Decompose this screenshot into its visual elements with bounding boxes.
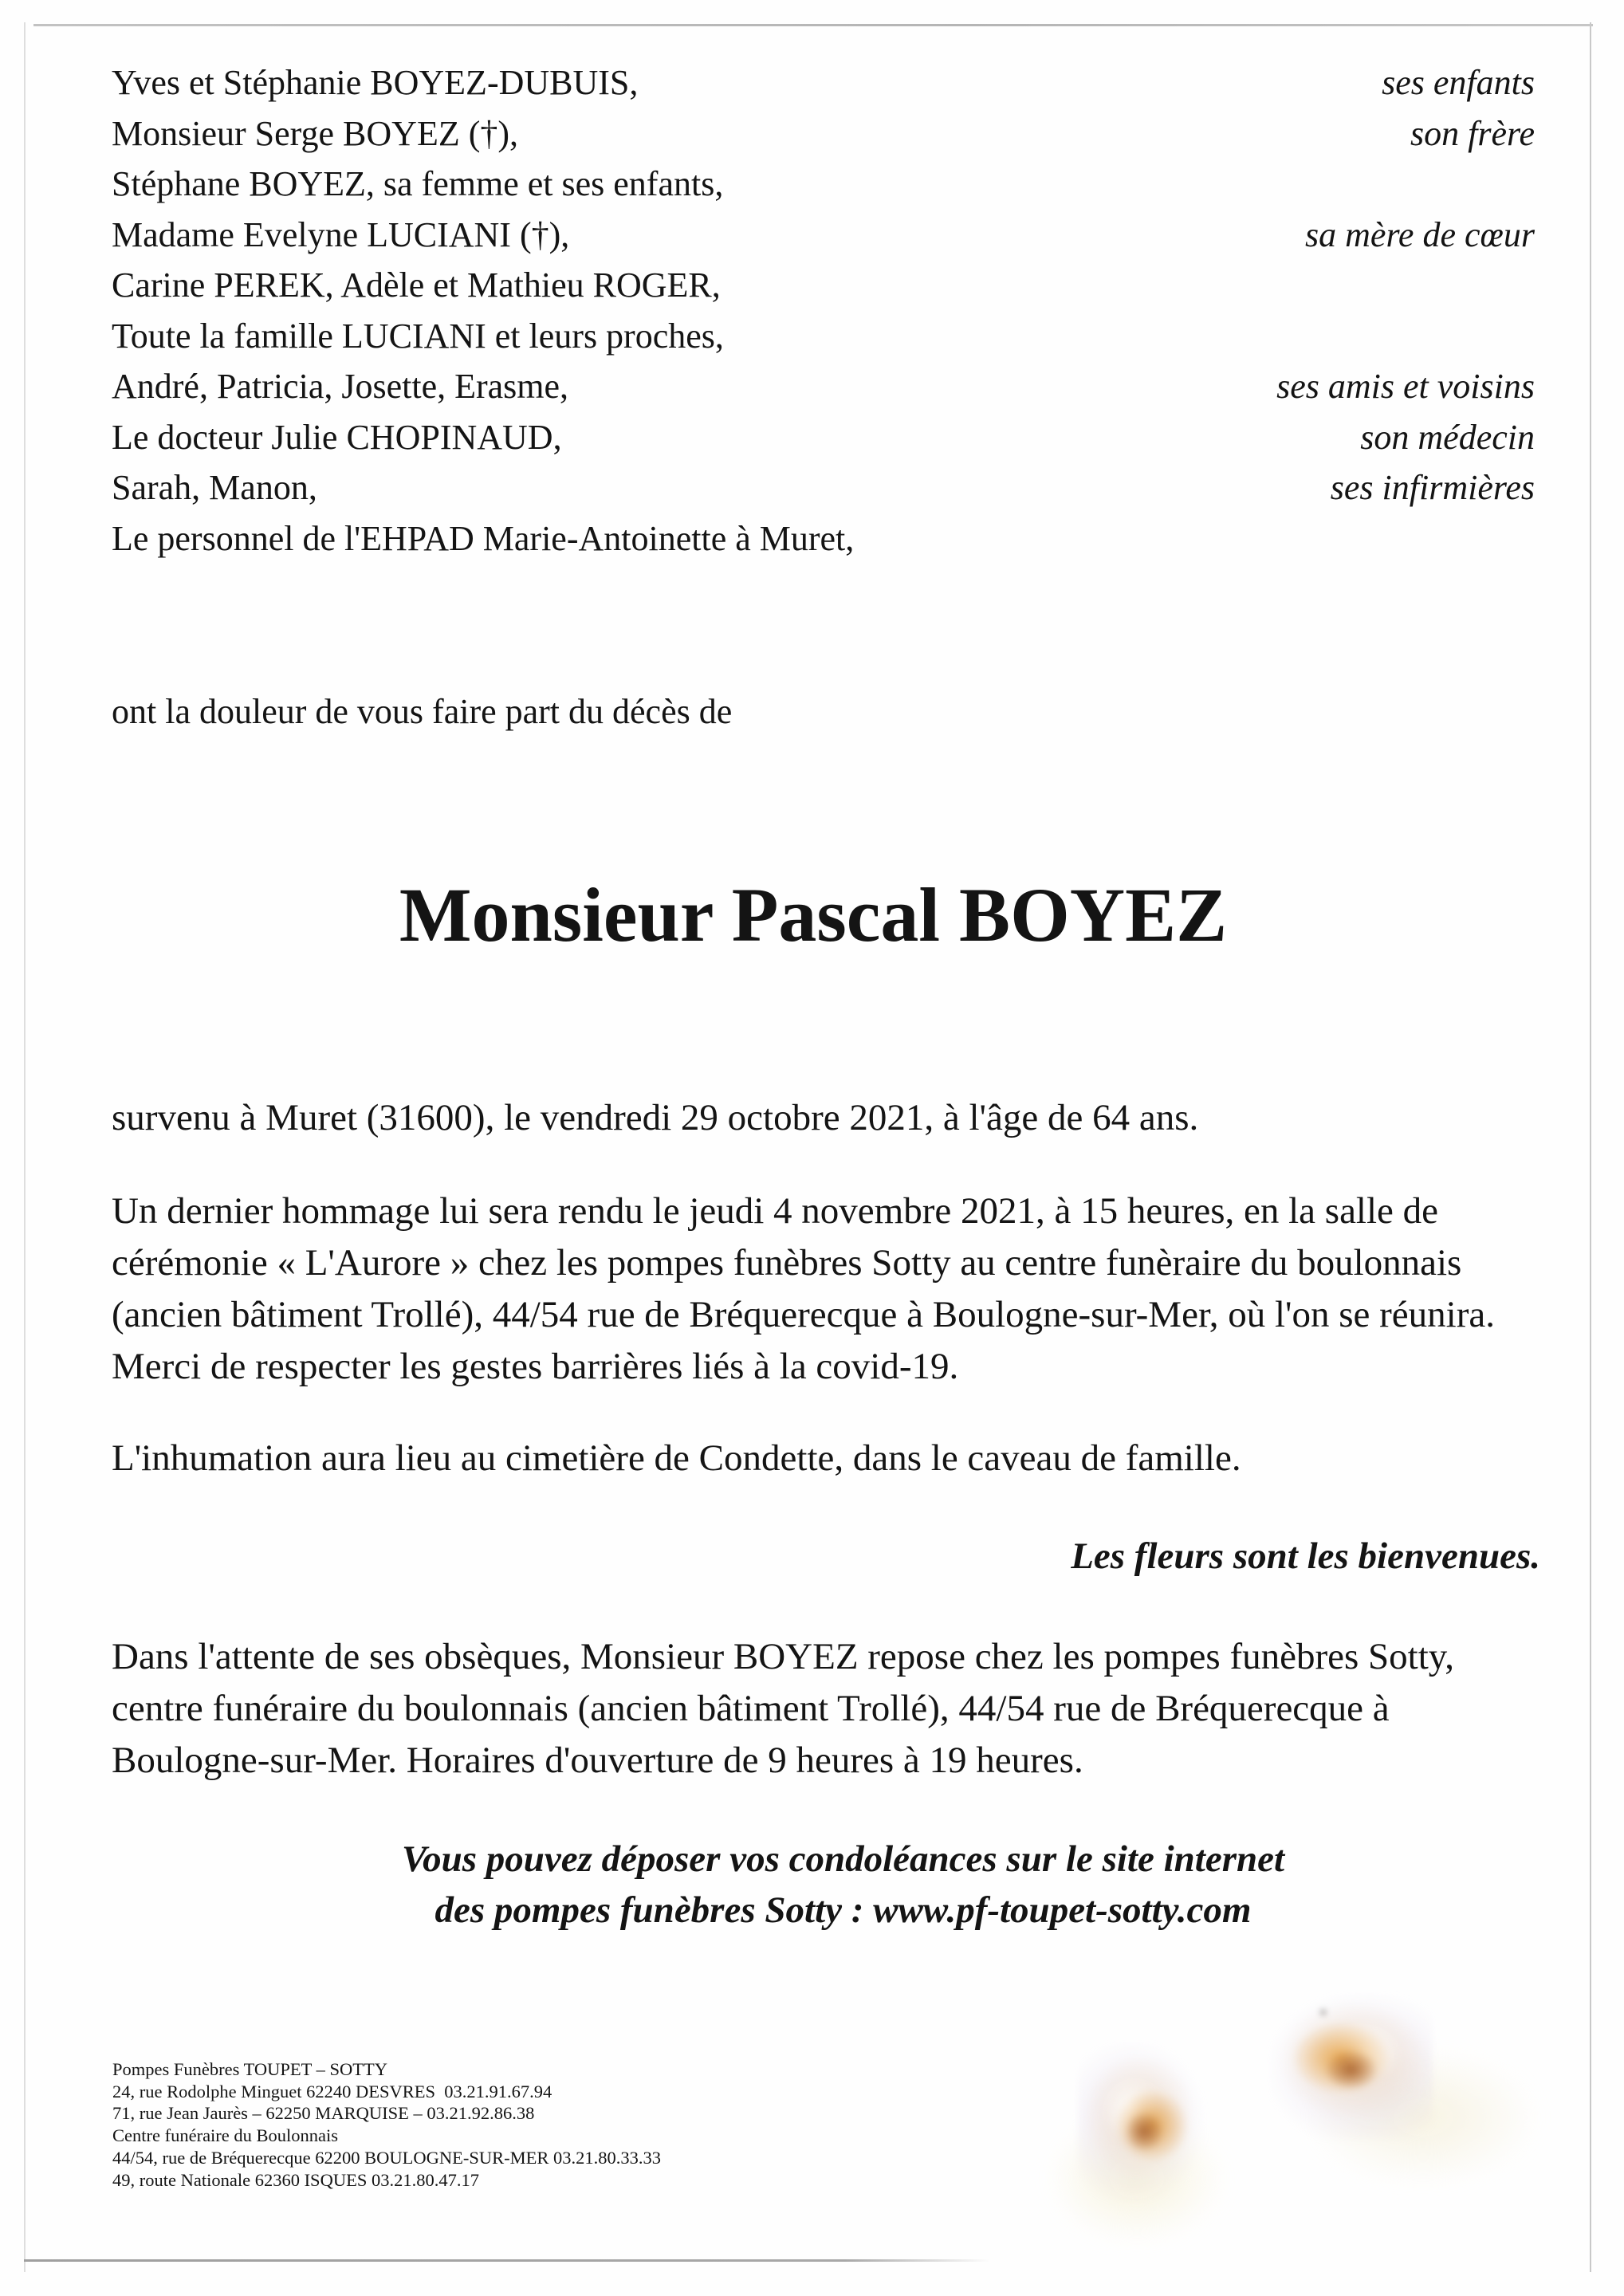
- orchid-photo-right: [1269, 1993, 1433, 2141]
- repose-paragraph-line: centre funéraire du boulonnais (ancien bâtiment Trollé), 44/54 rue de Bréquerecque à: [112, 1688, 1390, 1729]
- footer-line: Centre funéraire du Boulonnais: [112, 2125, 339, 2146]
- family-row: [112, 513, 1535, 564]
- relationship-label: son médecin: [1360, 417, 1535, 457]
- relationship-label: ses enfants: [1382, 63, 1535, 102]
- family-row: [112, 412, 1535, 463]
- flowers-welcome-note: Les fleurs sont les bienvenues.: [1071, 1535, 1540, 1577]
- scan-border-right: [1590, 22, 1591, 2272]
- relationship-label: sa mère de cœur: [1305, 214, 1535, 254]
- funeral-home-footer: [112, 2058, 661, 2191]
- family-row: [112, 210, 1535, 261]
- scan-border-top: [33, 24, 1593, 26]
- family-member-name: Stéphane BOYEZ, sa femme et ses enfants,: [112, 164, 724, 203]
- family-member-name: Monsieur Serge BOYEZ (†),: [112, 113, 518, 153]
- death-details-line: survenu à Muret (31600), le vendredi 29 octobre 2021, à l'âge de 64 ans.: [112, 1097, 1199, 1138]
- family-row: [112, 159, 1535, 210]
- scan-border-bottom: [24, 2259, 990, 2262]
- footer-line: 49, route Nationale 62360 ISQUES 03.21.80.47.17: [112, 2169, 479, 2190]
- family-member-name: Madame Evelyne LUCIANI (†),: [112, 214, 570, 254]
- relationship-label: ses amis et voisins: [1276, 367, 1535, 406]
- family-row: [112, 361, 1535, 412]
- family-row: [112, 462, 1535, 513]
- ceremony-paragraph-line: Merci de respecter les gestes barrières liés à la covid-19.: [112, 1346, 959, 1387]
- condolences-line: Vous pouvez déposer vos condoléances sur le site internet: [401, 1838, 1285, 1880]
- ceremony-paragraph: [112, 1185, 1571, 1393]
- relationship-label: son frère: [1410, 113, 1535, 153]
- repose-paragraph-line: Dans l'attente de ses obsèques, Monsieur BOYEZ repose chez les pompes funèbres Sotty,: [112, 1636, 1454, 1677]
- family-row: [112, 57, 1535, 108]
- scan-border-left: [24, 22, 26, 2272]
- repose-paragraph-line: Boulogne-sur-Mer. Horaires d'ouverture de 9 heures à 19 heures.: [112, 1740, 1083, 1781]
- family-member-name: André, Patricia, Josette, Erasme,: [112, 367, 569, 406]
- deceased-name-title: Monsieur Pascal BOYEZ: [399, 872, 1228, 957]
- condolences-line: des pompes funèbres Sotty : www.pf-toupet-sotty.com: [435, 1889, 1252, 1931]
- footer-line: 71, rue Jean Jaurès – 62250 MARQUISE – 03.21.92.86.38: [112, 2103, 535, 2124]
- ceremony-paragraph-line: cérémonie « L'Aurore » chez les pompes funèbres Sotty au centre funèraire du boulonnais: [112, 1242, 1462, 1284]
- family-member-name: Yves et Stéphanie BOYEZ-DUBUIS,: [112, 63, 639, 102]
- burial-line: L'inhumation aura lieu au cimetière de Condette, dans le caveau de famille.: [112, 1437, 1241, 1479]
- family-row: [112, 260, 1535, 311]
- family-member-name: Carine PEREK, Adèle et Mathieu ROGER,: [112, 265, 721, 305]
- family-member-name: Toute la famille LUCIANI et leurs proches,: [112, 316, 724, 356]
- ceremony-paragraph-line: Un dernier hommage lui sera rendu le jeudi 4 novembre 2021, à 15 heures, en la salle de: [112, 1190, 1439, 1232]
- repose-paragraph: [112, 1631, 1571, 1787]
- orchid-photo-left: [1078, 2042, 1205, 2202]
- ceremony-paragraph-line: (ancien bâtiment Trollé), 44/54 rue de Bréquerecque à Boulogne-sur-Mer, où l'on se réunira.: [112, 1294, 1495, 1335]
- footer-line: Pompes Funèbres TOUPET – SOTTY: [112, 2059, 388, 2079]
- footer-line: 44/54, rue de Bréquerecque 62200 BOULOGNE-SUR-MER 03.21.80.33.33: [112, 2147, 662, 2168]
- family-list: [112, 57, 1535, 564]
- family-member-name: Sarah, Manon,: [112, 468, 317, 507]
- family-row: [112, 108, 1535, 159]
- announcement-line: ont la douleur de vous faire part du décès de: [112, 692, 733, 731]
- footer-line: 24, rue Rodolphe Minguet 62240 DESVRES 03.21.91.67.94: [112, 2081, 552, 2101]
- family-row: [112, 311, 1535, 362]
- relationship-label: ses infirmières: [1330, 468, 1535, 507]
- family-member-name: Le personnel de l'EHPAD Marie-Antoinette à Muret,: [112, 518, 855, 558]
- condolences-note: [112, 1834, 1575, 1936]
- family-member-name: Le docteur Julie CHOPINAUD,: [112, 417, 562, 457]
